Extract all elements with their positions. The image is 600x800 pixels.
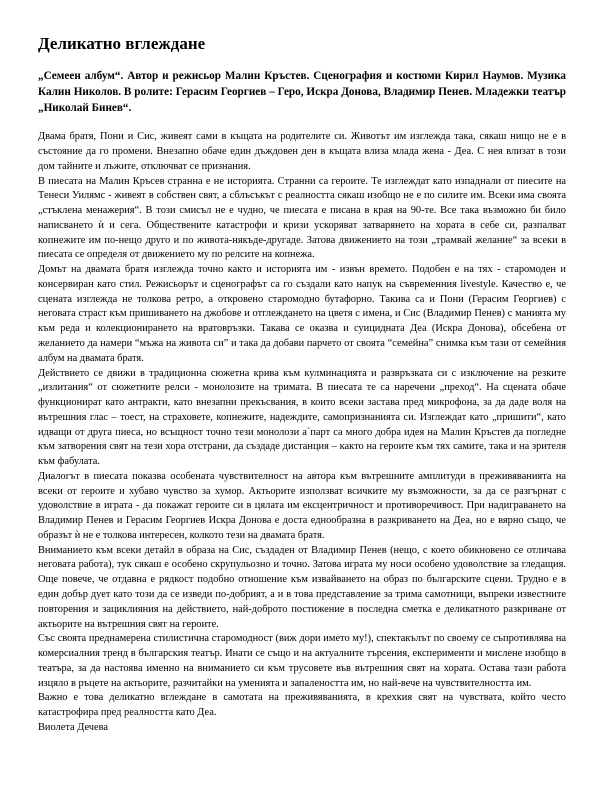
paragraph: Вниманието към всеки детайл в образа на Сис, създаден от Владимир Пенев (нещо, с което обикновено се отличава неговата работа), тук сякаш е особено скрупульозно и точно. Затова играта му носи особено удоволствие за гледащия. Още повече, че отдавна е рядкост подобно отношение към извайването на образ по българските сцени. Трудно е в един добър дует като този да се изведи по-добрият, а и в това представление за трима самотници, въпреки известните повторения и зациклияния на действието, най-доброто постижение в последна сметка е деликатното разкриване от актьорите на вътрешния свят на героите. — [38, 544, 566, 630]
paragraph: Действието се движи в традиционна сюжетна крива към кулминацията и развръзката си с изключение на резките „излитания“ от сюжетните релси - монолозите на тримата. В пиесата те са наречени „преход“. На сцената обаче функционират като антракти, като внезапни прекъсвания, в които всеки застава пред микрофона, за да даде воля на вътрешния глас – тоест, на страховете, копнежите, надеждите, самопризнанията си. Изглеждат като „пришити“, като идващи от друга пиеса, но всъщност точно тези монолози а`парт са много добра идея на Малин Кръстев да погледне към затворения свят на тези хора отстрани, да създаде дистанция – както на героите към тях самите, така и на зрителя към фабулата. — [38, 367, 566, 468]
paragraph: Диалогът в пиесата показва особената чувствителност на автора към вътрешните амплитуди в преживяванията на всеки от героите и хубаво чувство за хумор. Актьорите използват всичките му възможности, за да се разгърнат с удоволствие в играта - да покажат героите си в цялата им ексцентричност и противоречивост. При надиграването на Владимир Пенев и Герасим Георгиев Искра Донова е доста еднообразна в разкриването на Деа, но е вярно също, че образът ѝ не е толкова интересен, колкото тези на двамата братя. — [38, 470, 566, 541]
paragraph: Със своята преднамерена стилистична старомодност (виж дори името му!), спектакълът по своему се съпротивлява на комерсиалния тренд в българския театър. Инати се също и на актуалните търсения, експерименти и мислене изобщо в театъра, за да настоява именно на вниманието си към трусовете във вътрешния свят на хората. Остава тази работа изцяло в ръцете на актьорите, разчитайки на уменията и запалеността им, но най-вече на чувствителността им. — [38, 633, 566, 689]
article-title: Деликатно вглеждане — [38, 34, 206, 53]
article-body — [38, 130, 566, 721]
paragraph: Домът на двамата братя изглежда точно както и историята им - извън времето. Подобен е на тях - старомоден и консервиран като стил. Режисьорът и сценографът са го създали като напук на съвременния livestyle. Качество е, че сцената изглежда не толкова ретро, а откровено старомодно бутафорно. Такива са и Пони (Герасим Георгиев) с неговата страст към пришиването на джобове и отглеждането на цветя с имена, и Сис (Владимир Пенев) с манията му към реда и колекционирането на вратовръзки. Такава се оказва и суицидната Деа (Искра Донова), обсебена от желанието да намери “мъжа на живота си” и така да добави парчето от своята “семейна” снимка към тази от семейния албум на двамата братя. — [38, 264, 566, 364]
paragraph: В пиесата на Малин Кръсев странна е не историята. Странни са героите. Те изглеждат като изпаднали от пиесите на Тенеси Уилямс - живеят в собствен свят, а сблъсъкът с реалността сякаш изобщо не е по силите им. Всеки има своята „стъклена менажерия“. В този смисъл не е чудно, че пиесата е писана в края на 90-те. Все така възможно би било написването ѝ и сега. Обществените катастрофи и кризи ускоряват затварянето на хората в себе си, разпалват копнежите им по-нещо друго и по живота-някъде-другаде. Затова движението на този „трамвай желание“ за всеки в пиесата се определя от движението му по релсите на копнежа. — [38, 175, 566, 261]
article-author: Виолета Дечева — [38, 721, 109, 733]
article — [38, 34, 566, 736]
paragraph: Двама братя, Пони и Сис, живеят сами в къщата на родителите си. Животът им изглежда така, сякаш нищо не е в състояние да го промени. Внезапно обаче един дъждовен ден в къщата влиза млада жена - Деа. С нея влизат в този дом тайните и лъжите, отключват се признания. — [38, 131, 566, 172]
paragraph: Важно е това деликатно вглеждане в самотата на преживяванията, в крехкия свят на чувствата, който често катастрофира пред реалността като Деа. — [38, 692, 566, 719]
article-credits: „Семеен албум“. Автор и режисьор Малин Кръстев. Сценография и костюми Кирил Наумов. Музика Калин Николов. В ролите: Герасим Георгиев – Геро, Искра Донова, Владимир Пенев. Младежки театър „Николай Бинев“. — [38, 69, 566, 115]
